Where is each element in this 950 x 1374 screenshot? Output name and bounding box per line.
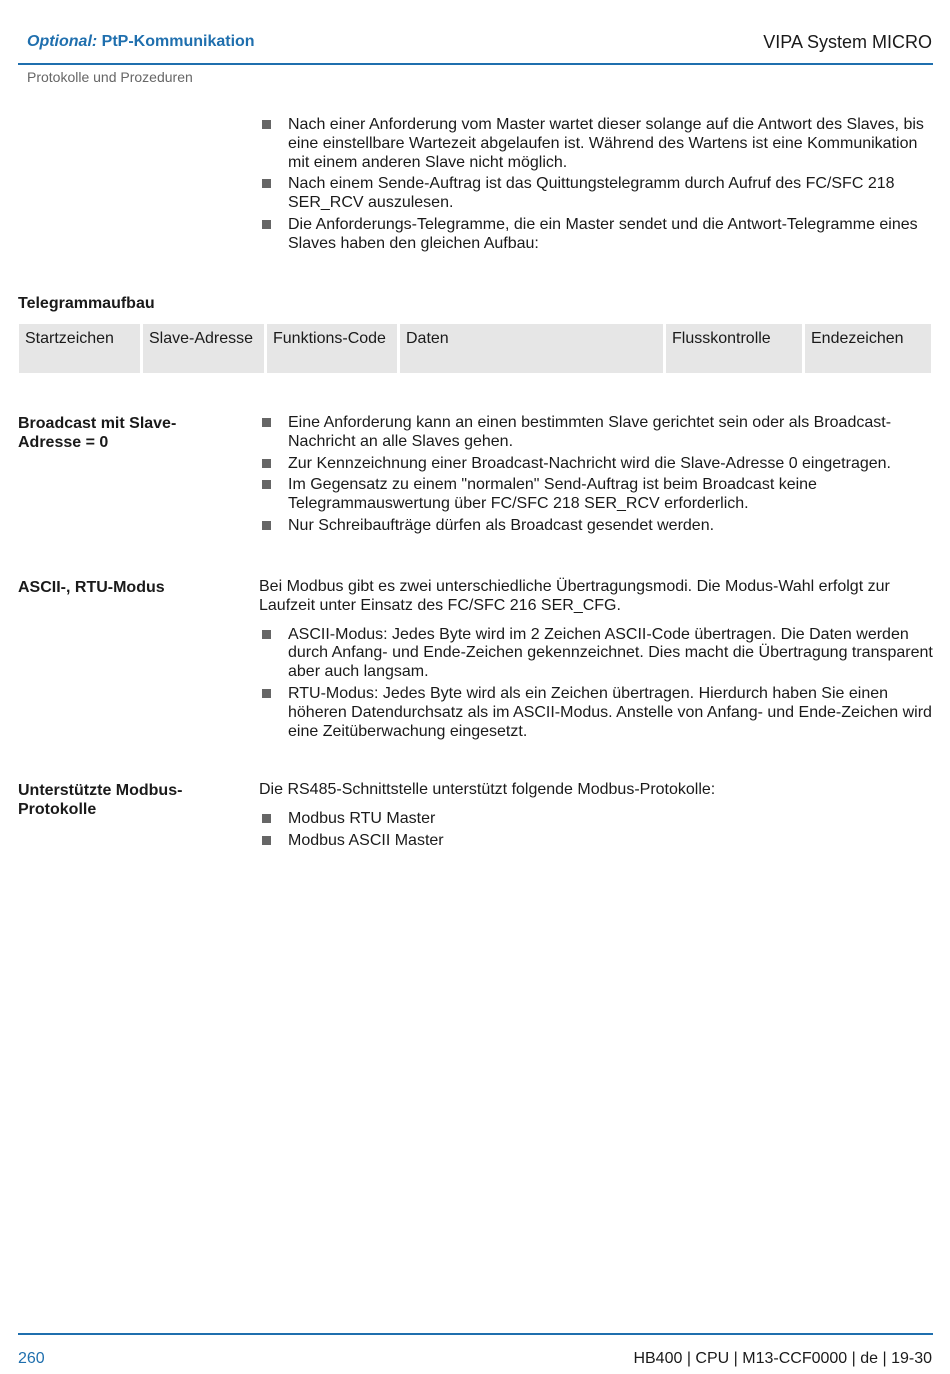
intro-section <box>259 116 934 257</box>
broadcast-label: Broadcast mit Slave-Adresse = 0 <box>18 415 177 451</box>
ascii-rtu-bullet-list <box>259 626 934 742</box>
cell-funktions-code: Funktions-Code <box>267 324 397 373</box>
bullet-item: Nur Schreibaufträge dürfen als Broadcast gesendet werden. <box>259 517 934 536</box>
telegram-heading: Telegrammaufbau <box>18 295 155 312</box>
cell-endezeichen: Endezeichen <box>805 324 931 373</box>
cell-slave-adresse: Slave-Adresse <box>143 324 264 373</box>
document-info: HB400 | CPU | M13-CCF0000 | de | 19-30 <box>633 1350 932 1367</box>
header-subtitle: Protokolle und Prozeduren <box>27 69 193 85</box>
bullet-item: Die Anforderungs-Telegramme, die ein Master sendet und die Antwort-Telegramme eines Slaves haben den gleichen Aufbau: <box>259 216 934 254</box>
broadcast-bullet-list <box>259 414 934 536</box>
header-section-title <box>27 33 255 51</box>
product-name: VIPA System MICRO <box>763 32 932 52</box>
protocols-text: Die RS485-Schnittstelle unterstützt folgende Modbus-Protokolle: <box>259 781 716 798</box>
ascii-rtu-text: Bei Modbus gibt es zwei unterschiedliche Übertragungsmodi. Die Modus-Wahl erfolgt zur Laufzeit unter Einsatz des FC/SFC 216 SER_CFG. <box>259 578 890 614</box>
bullet-item: Modbus RTU Master <box>259 810 934 829</box>
cell-flusskontrolle: Flusskontrolle <box>666 324 802 373</box>
bullet-item: ASCII-Modus: Jedes Byte wird im 2 Zeichen ASCII-Code übertragen. Die Daten werden durch Anfang- und Ende-Zeichen gekennzeichnet. Dies macht die Übertragung transparent aber auch langsam. <box>259 626 934 682</box>
bullet-item: Nach einer Anforderung vom Master wartet dieser solange auf die Antwort des Slaves, bis eine einstellbare Wartezeit abgelaufen ist. Während des Wartens ist eine Kommunikation mit einem anderen Slave nicht möglich. <box>259 116 934 172</box>
bullet-item: Eine Anforderung kann an einen bestimmten Slave gerichtet sein oder als Broadcast-Nachricht an alle Slaves gehen. <box>259 414 934 452</box>
protocols-bullet-list <box>259 810 934 851</box>
bullet-item: Zur Kennzeichnung einer Broadcast-Nachricht wird die Slave-Adresse 0 eingetragen. <box>259 455 934 474</box>
broadcast-section <box>259 414 934 539</box>
ascii-rtu-label: ASCII-, RTU-Modus <box>18 579 165 596</box>
footer-divider <box>18 1333 933 1335</box>
bullet-item: Im Gegensatz zu einem "normalen" Send-Auftrag ist beim Broadcast keine Telegrammauswertung über FC/SFC 218 SER_RCV erforderlich. <box>259 476 934 514</box>
bullet-item: Nach einem Sende-Auftrag ist das Quittungstelegramm durch Aufruf des FC/SFC 218 SER_RCV auszulesen. <box>259 175 934 213</box>
protocols-section <box>259 781 934 853</box>
cell-startzeichen: Startzeichen <box>19 324 140 373</box>
bullet-item: RTU-Modus: Jedes Byte wird als ein Zeichen übertragen. Hierdurch haben Sie einen höheren Datendurchsatz als im ASCII-Modus. Anstelle von Anfang- und Ende-Zeichen wird eine Zeitüberwachung eingesetzt. <box>259 685 934 741</box>
page-number: 260 <box>18 1350 45 1367</box>
bullet-item: Modbus ASCII Master <box>259 832 934 851</box>
section-title: PtP-Kommunikation <box>101 33 255 50</box>
header-divider <box>18 63 933 65</box>
telegram-structure-table <box>18 324 932 373</box>
optional-label: Optional: <box>27 33 98 50</box>
intro-bullet-list <box>259 116 934 254</box>
cell-daten: Daten <box>400 324 663 373</box>
ascii-rtu-section <box>259 578 934 744</box>
protocols-label: Unterstützte Modbus-Protokolle <box>18 782 183 818</box>
